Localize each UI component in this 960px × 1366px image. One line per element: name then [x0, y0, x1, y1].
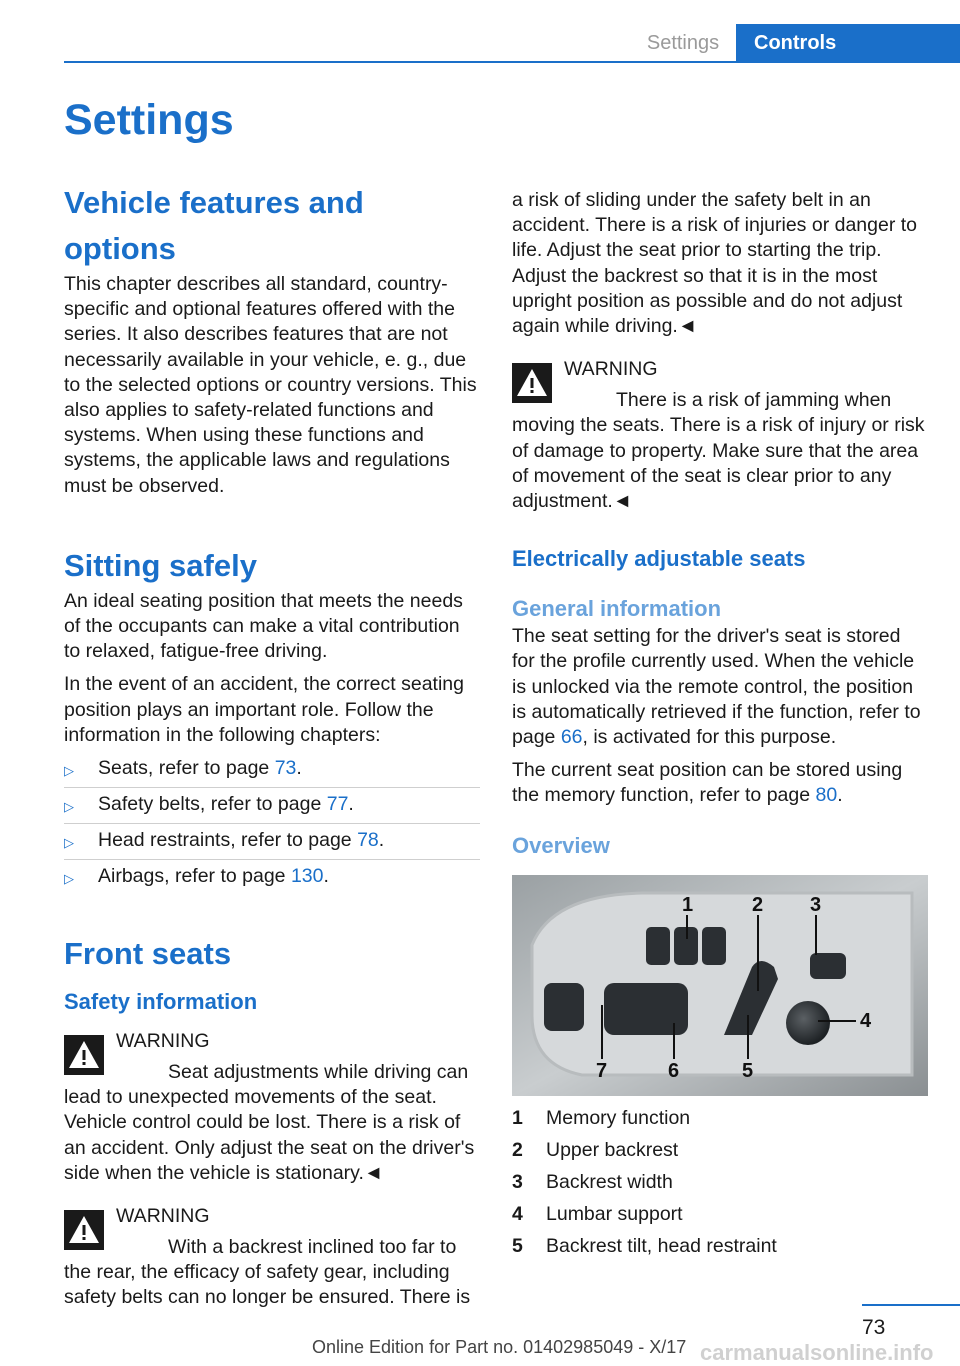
- right-column: [512, 180, 928, 1262]
- callout-4: 4: [860, 1009, 872, 1032]
- paragraph-sitting-2: In the event of an accident, the correct seating position plays an important role. Follow the information in the following chapters:: [64, 673, 464, 746]
- page-link[interactable]: 80: [815, 784, 838, 807]
- header-tab-controls[interactable]: Controls: [736, 24, 960, 62]
- legend-text: Memory function: [546, 1106, 691, 1129]
- lumbar-knob: [786, 1001, 830, 1045]
- warning-text: With a backrest inclined too far to the rear, the efficacy of safety gear, including safety belts can no longer be ensured. There is: [64, 1236, 471, 1309]
- warning-text: Seat adjustments while driving can lead to unexpected movements of the seat. Vehicle control could be lost. There is a risk of an accident. Only adjust the seat on the driver's side when the vehicle is stationary.◄: [64, 1061, 475, 1184]
- memory-button: [646, 927, 670, 965]
- text-segment: The seat setting for the driver's seat is stored for the profile currently used. When the vehicle is unlocked via the remote control, the position is automatically retrieved if the function, refer to page: [512, 625, 921, 749]
- text-segment: .: [837, 784, 843, 807]
- legend-row: [512, 1102, 928, 1134]
- triangle-bullet-icon: ▷: [64, 835, 74, 851]
- text-segment: The current seat position can be stored using the memory function, refer to page: [512, 759, 903, 807]
- overview-legend: [512, 1102, 928, 1262]
- heading-electric-seats: Electrically adjustable seats: [512, 546, 806, 572]
- paragraph-sitting-1: An ideal seating position that meets the needs of the occupants can make a vital contribution to relaxed, fatigue-free driving.: [64, 589, 463, 663]
- legend-number: 3: [512, 1170, 523, 1193]
- heading-sitting-safely: Sitting safely: [64, 547, 257, 583]
- triangle-bullet-icon: ▷: [64, 763, 74, 779]
- triangle-bullet-icon: ▷: [64, 871, 74, 887]
- list-item: ▷ Airbags, refer to page 130.: [64, 860, 480, 895]
- page-link[interactable]: 66: [560, 726, 583, 749]
- text-segment: , is activated for this purpose.: [582, 726, 837, 749]
- seat-controls-diagram: [512, 875, 928, 1096]
- list-item-text: Airbags, refer to page: [98, 865, 291, 888]
- list-item-text: Seats, refer to page: [98, 757, 275, 780]
- watermark: carmanualsonline.info: [700, 1340, 934, 1365]
- warning-label: WARNING: [116, 1030, 210, 1053]
- callout-7: 7: [596, 1059, 608, 1082]
- callout-5: 5: [742, 1059, 754, 1082]
- list-item: ▷ Seats, refer to page 73.: [64, 752, 480, 788]
- legend-row: [512, 1230, 928, 1262]
- legend-text: Lumbar support: [546, 1202, 683, 1225]
- legend-row: [512, 1198, 928, 1230]
- warning-block: [512, 355, 928, 514]
- legend-row: [512, 1134, 928, 1166]
- warning-block: [64, 1202, 480, 1311]
- warning-label: WARNING: [564, 358, 658, 381]
- legend-text: Backrest tilt, head restraint: [546, 1234, 777, 1257]
- heading-safety-information: Safety information: [64, 989, 258, 1015]
- left-column: [64, 180, 480, 1311]
- paragraph-warning-continued: a risk of sliding under the safety belt in an accident. There is a risk of injuries or danger to life. Adjust the seat prior to starting the trip. Adjust the backrest so that it is in the most upright position as possible and do not adjust again while driving.◄: [512, 189, 918, 338]
- callout-6: 6: [668, 1059, 680, 1082]
- page-link[interactable]: 78: [357, 829, 379, 852]
- list-item: ▷ Safety belts, refer to page 77.: [64, 788, 480, 824]
- memory-button: [702, 927, 726, 965]
- warning-block: [64, 1027, 480, 1186]
- page-link[interactable]: 130: [290, 865, 324, 888]
- warning-triangle-icon: [512, 363, 552, 403]
- page-link[interactable]: 77: [326, 793, 349, 816]
- heading-vehicle-features: Vehicle features and options: [64, 185, 364, 266]
- heading-front-seats: Front seats: [64, 936, 232, 972]
- footer-rule: [862, 1304, 960, 1306]
- edition-note: Online Edition for Part no. 01402985049 - X/17: [312, 1337, 687, 1357]
- page-number: 73: [862, 1316, 886, 1339]
- header-tab-settings[interactable]: Settings: [646, 32, 720, 54]
- legend-text: Upper backrest: [546, 1138, 679, 1161]
- header-rule: [64, 61, 960, 63]
- legend-number: 1: [512, 1106, 523, 1129]
- list-item-text: Safety belts, refer to page: [98, 793, 327, 816]
- warning-text: There is a risk of jamming when moving the seats. There is a risk of injury or risk of damage to property. Make sure that the area of movement of the seat is clear prior to any adjustment.◄: [512, 389, 925, 513]
- heading-overview: Overview: [512, 832, 610, 858]
- warning-triangle-icon: [64, 1210, 104, 1250]
- paragraph-memory: [512, 758, 928, 808]
- warning-label: WARNING: [116, 1205, 210, 1228]
- page-title: Settings: [64, 96, 234, 144]
- page-link[interactable]: 73: [274, 757, 297, 780]
- list-item-text: Head restraints, refer to page: [98, 829, 358, 852]
- seat-cushion-button: [544, 983, 584, 1031]
- paragraph-general: [512, 624, 928, 750]
- heading-general-information: General information: [512, 596, 722, 622]
- legend-text: Backrest width: [546, 1170, 673, 1193]
- seat-adjust-button: [604, 983, 688, 1035]
- paragraph-vehicle-features: This chapter describes all standard, country-specific and optional features offered with the series. It also describes features that are not necessarily available in your vehicle, e. g., due to the selected options or country versions. This also applies to safety-related functions and systems. When using these functions and systems, the applicable laws and regulations must be observed.: [64, 273, 477, 497]
- legend-number: 2: [512, 1138, 523, 1161]
- callout-3: 3: [810, 893, 822, 916]
- warning-triangle-icon: [64, 1035, 104, 1075]
- callout-2: 2: [752, 893, 764, 916]
- chapter-list: [64, 752, 480, 895]
- legend-number: 5: [512, 1234, 523, 1257]
- triangle-bullet-icon: ▷: [64, 799, 74, 815]
- legend-number: 4: [512, 1202, 523, 1225]
- callout-1: 1: [682, 893, 694, 916]
- list-item: ▷ Head restraints, refer to page 78.: [64, 824, 480, 860]
- backrest-width-button: [810, 953, 846, 979]
- legend-row: [512, 1166, 928, 1198]
